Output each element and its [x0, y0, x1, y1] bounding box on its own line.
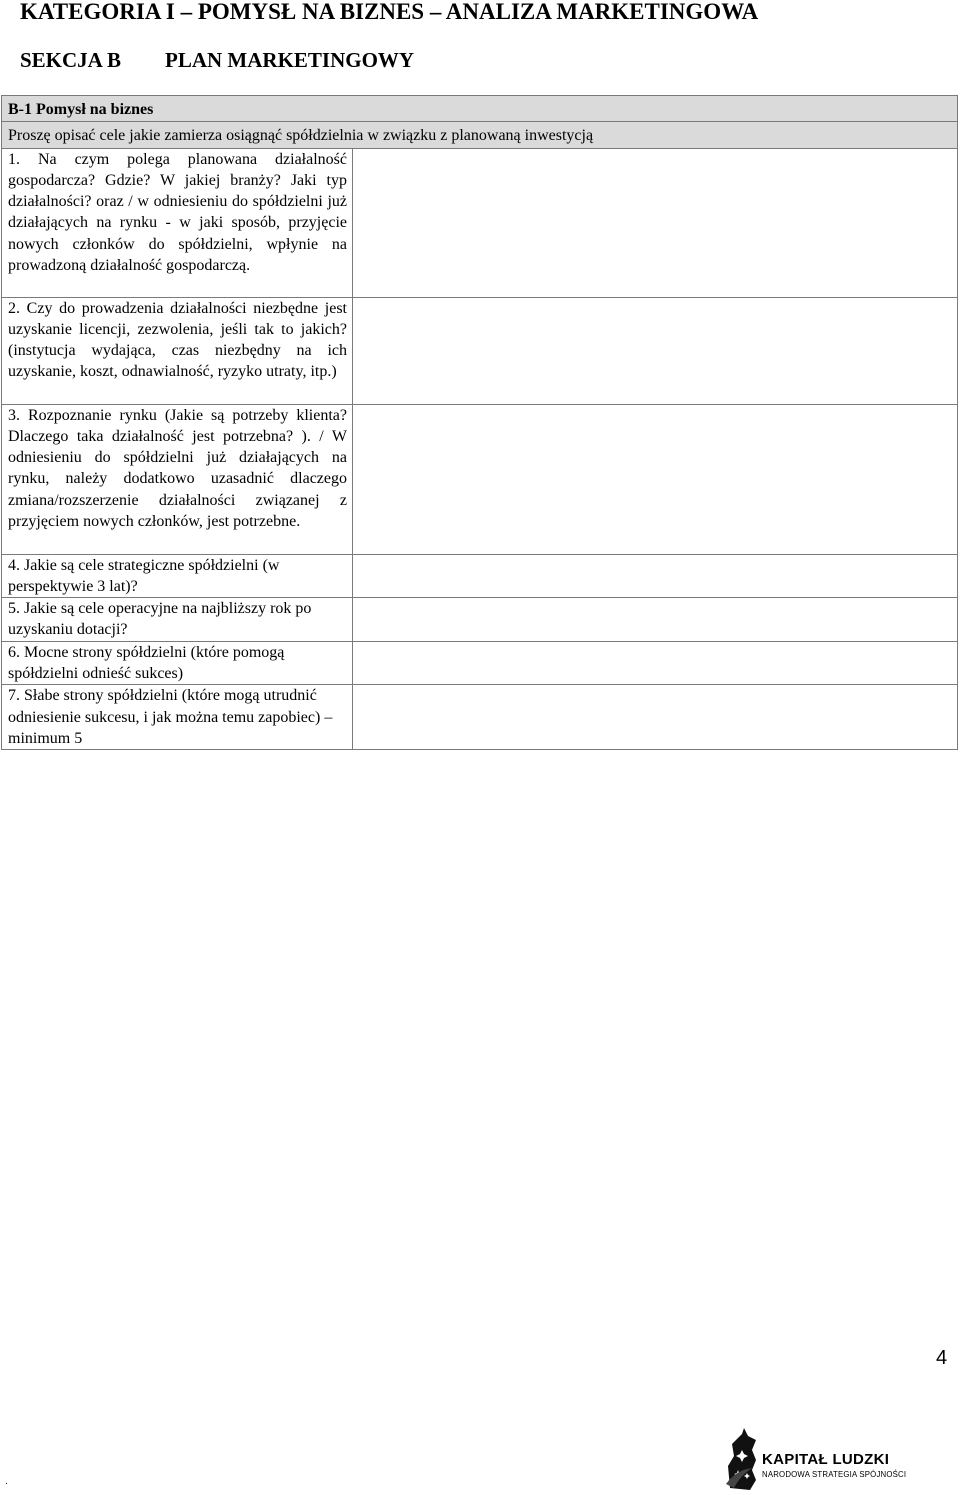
form-instruction-row: [2, 122, 958, 148]
corner-mark: .: [5, 1476, 8, 1487]
question-6: 6. Mocne strony spółdzielni (które pomogą spółdzielni odnieść sukces): [2, 641, 353, 685]
question-1: 1. Na czym polega planowana działalność gospodarcza? Gdzie? W jakiej branży? Jaki typ działalności? oraz / w odniesieniu do spółdzielni już działających na rynku - w jaki sposób, przyjęcie nowych członków do spółdzielni, wpłynie na prowadzoną działalność gospodarczą.: [2, 148, 353, 297]
answer-field-7[interactable]: [353, 685, 958, 750]
section-heading: [20, 48, 414, 72]
flame-star-icon: [722, 1426, 760, 1492]
answer-field-2[interactable]: [353, 297, 958, 404]
form-heading-row: [2, 96, 958, 122]
question-4: 4. Jakie są cele strategiczne spółdzielni (w perspektywie 3 lat)?: [2, 554, 353, 598]
section-title: PLAN MARKETINGOWY: [165, 48, 415, 72]
question-3: 3. Rozpoznanie rynku (Jakie są potrzeby klienta? Dlaczego taka działalność jest potrzebna? ). / W odniesieniu do spółdzielni już działających na rynku, należy dodatkowo uzasadnić dlaczego zmiana/rozszerzenie działalności związanej z przyjęciem nowych członków, jest potrzebne.: [2, 404, 353, 554]
answer-field-4[interactable]: [353, 554, 958, 598]
question-row-2: [2, 297, 958, 404]
form-instruction: Proszę opisać cele jakie zamierza osiągnąć spółdzielnia w związku z planowaną inwestycją: [2, 122, 958, 148]
section-label: SEKCJA B: [20, 48, 121, 72]
category-heading: KATEGORIA I – POMYSŁ NA BIZNES – ANALIZA MARKETINGOWA: [20, 0, 759, 24]
business-idea-form: [1, 95, 958, 750]
answer-field-1[interactable]: [353, 148, 958, 297]
answer-field-6[interactable]: [353, 641, 958, 685]
question-7: 7. Słabe strony spółdzielni (które mogą utrudnić odniesienie sukcesu, i jak można temu zapobiec) – minimum 5: [2, 685, 353, 750]
question-row-1: [2, 148, 958, 297]
question-row-4: [2, 554, 958, 598]
question-row-5: [2, 598, 958, 642]
logo-title: KAPITAŁ LUDZKI: [762, 1451, 890, 1468]
answer-field-5[interactable]: [353, 598, 958, 642]
question-row-3: [2, 404, 958, 554]
question-5: 5. Jakie są cele operacyjne na najbliższy rok po uzyskaniu dotacji?: [2, 598, 353, 642]
form-heading: B-1 Pomysł na biznes: [2, 96, 958, 122]
page-number: 4: [936, 1347, 948, 1369]
logo-subtitle: NARODOWA STRATEGIA SPÓJNOŚCI: [762, 1470, 907, 1479]
question-row-6: [2, 641, 958, 685]
question-2: 2. Czy do prowadzenia działalności niezbędne jest uzyskanie licencji, zezwolenia, jeśli tak to jakich? (instytucja wydająca, czas niezbędny na ich uzyskanie, koszt, odnawialność, ryzyko utraty, itp.): [2, 297, 353, 404]
question-row-7: [2, 685, 958, 750]
answer-field-3[interactable]: [353, 404, 958, 554]
kapital-ludzki-logo: [722, 1426, 958, 1492]
